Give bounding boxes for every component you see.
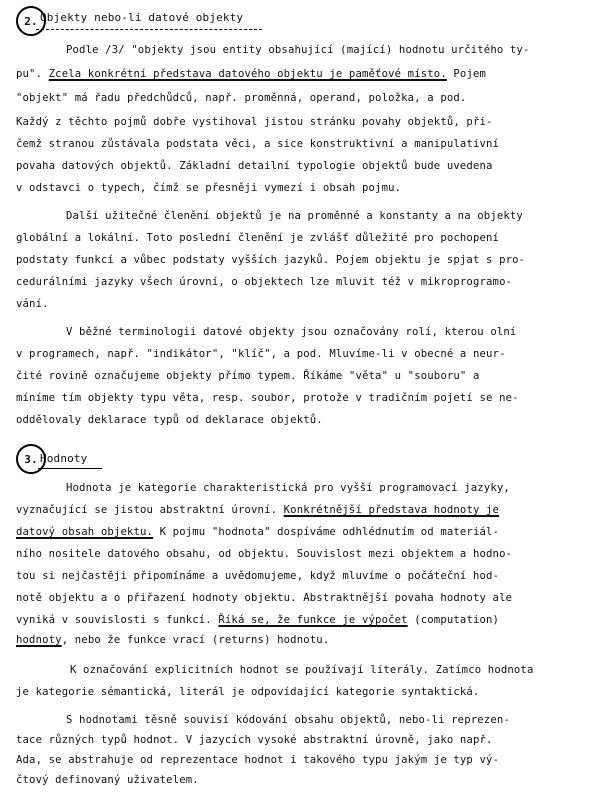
section-title: Objekty nebo-li datové objekty	[40, 11, 244, 24]
text-line: podstaty funkcí a vůbec podstaty vyšších jazyků. Pojem objektu je spjat s pro-	[16, 254, 526, 266]
text-line	[16, 634, 329, 646]
text-line: tou si nejčastěji připomínáme a uvědomujeme, když mluvíme o počáteční hod-	[16, 570, 500, 582]
text-line	[16, 68, 486, 80]
text-line: ního nositele datového obsahu, od objektu. Souvislost mezi objektem a hodno-	[16, 548, 513, 560]
text-line: cedurálními jazyky všech úrovní, o objektech lze mluvit též v mikroprogramo-	[16, 276, 513, 288]
text-line	[16, 614, 499, 626]
underlined-text: Říká se, že funkce je výpočet	[218, 614, 408, 626]
section-3-heading	[16, 444, 216, 476]
text-line: oddělovaly deklarace typů od deklarace objektů.	[16, 414, 323, 426]
text-span: , nebo že funkce vrací (returns) hodnotu.	[61, 634, 330, 646]
heading-underline	[38, 468, 102, 469]
text-line	[16, 504, 499, 516]
text-line: v programech, např. "indikátor", "klíč", a pod. Mluvíme-li v obecné a neur-	[16, 348, 506, 360]
section-number-circle: 2.	[16, 6, 46, 36]
section-2-heading	[16, 6, 316, 38]
text-span: vyniká v souvislosti s funkcí.	[16, 614, 219, 626]
text-span: Pojem	[446, 68, 487, 80]
text-line: notě objektu a o přiřazení hodnoty objektu. Abstraktnější povaha hodnoty ale	[16, 592, 513, 604]
text-line: čtový definovaný uživatelem.	[16, 774, 199, 786]
text-span: K pojmu "hodnota" dospíváme odhlédnutím od materiál-	[153, 526, 500, 538]
text-line: tace různých typů hodnot. V jazycích vysoké abstraktní úrovně, jako např.	[16, 734, 493, 746]
text-line: Ada, se abstrahuje od reprezentace hodnot i takového typu jakým je typ vý-	[16, 754, 500, 766]
text-line	[16, 526, 499, 538]
underlined-text: Zcela konkrétní představa datového objektu je paměťové místo.	[48, 68, 447, 80]
text-line: globální a lokální. Toto poslední členění je zvlášť důležité pro pochopení	[16, 232, 500, 244]
text-line: je kategorie sémantická, literál je odpovídající kategorie syntaktická.	[16, 686, 480, 698]
text-line: "objekt" má řadu předchůdců, např. proměnná, operand, položka, a pod.	[16, 92, 467, 104]
text-line: povaha datových objektů. Základní detailní typologie objektů bude uvedena	[16, 160, 493, 172]
text-line: Hodnota je kategorie charakteristická pro vyšší programovací jazyky,	[66, 482, 510, 494]
text-line: čemž stranou zůstávala podstata věci, a sice konstruktivní a manipulativní	[16, 138, 500, 150]
underlined-text: datový obsah objektu.	[16, 526, 154, 538]
heading-underline	[36, 29, 262, 30]
text-line: vání.	[16, 298, 49, 310]
section-title: Hodnoty	[40, 452, 88, 465]
text-line: K označování explicitních hodnot se používají literály. Zatímco hodnota	[70, 664, 534, 676]
text-span: pu".	[16, 68, 49, 80]
text-line: v odstavci o typech, čímž se přesněji vymezí i obsah pojmu.	[16, 182, 402, 194]
text-span: (computation)	[407, 614, 500, 626]
underlined-text: Konkrétnější představa hodnoty je	[283, 504, 500, 516]
text-line: míníme tím objekty typu věta, resp. soubor, protože v tradičním pojetí se ne-	[16, 392, 519, 404]
text-line: Každý z těchto pojmů dobře vystihoval jistou stránku povahy objektů, při-	[16, 116, 493, 128]
text-line: Další užitečné členění objektů je na proměnné a konstanty a na objekty	[66, 210, 523, 222]
text-span: vyznačující se jistou abstraktní úrovní.	[16, 504, 284, 516]
text-line: čité rovině označujeme objekty přímo typem. Říkáme "věta" u "souboru" a	[16, 370, 480, 382]
text-line: S hodnotami těsně souvisí kódování obsahu objektů, nebo-li reprezen-	[66, 714, 510, 726]
section-number-circle: 3.	[16, 444, 46, 474]
text-line: V běžné terminologii datové objekty jsou označovány rolí, kterou olní	[66, 326, 517, 338]
underlined-text: hodnoty	[16, 634, 62, 646]
text-line: Podle /3/ "objekty jsou entity obsahující (mající) hodnotu určitého ty-	[66, 44, 530, 56]
